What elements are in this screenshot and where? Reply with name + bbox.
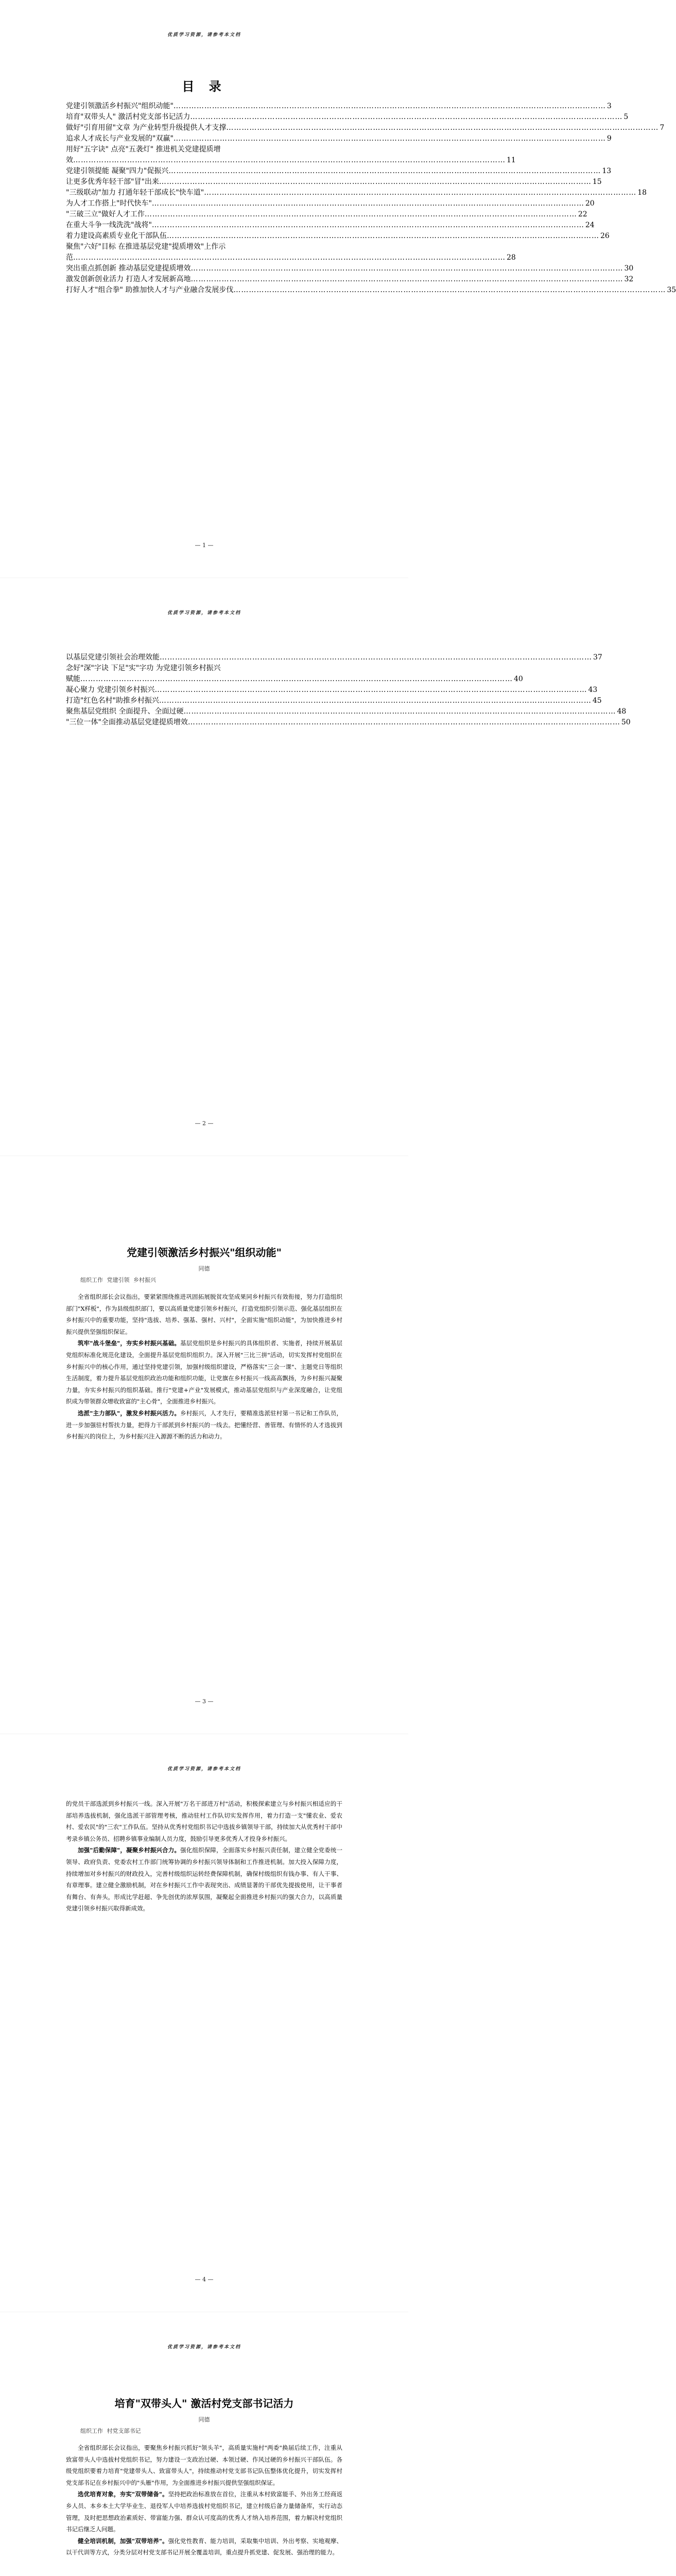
- page-number: — 3 —: [195, 1698, 214, 1705]
- page-toc-1: [0, 0, 676, 578]
- toc-entry-text: 培育"双带头人" 激活村党支部书记活力: [66, 113, 190, 121]
- toc-entry-text: "三位一体"全面推动基层党建提质增效: [66, 718, 188, 726]
- paragraph-heading: 加强"后勤保障"，凝聚乡村振兴合力。: [78, 1846, 181, 1854]
- toc-leader-dots: [154, 685, 587, 696]
- toc-leader-dots: [159, 177, 592, 188]
- toc-entry-text: 突出重点抓创新 推动基层党建提质增效: [66, 264, 191, 273]
- paragraph: [66, 2488, 342, 2535]
- article-keywords: 组织工作 党建引领 乡村振兴: [80, 1277, 156, 1283]
- toc-page-number: 28: [507, 253, 516, 262]
- paragraph-text: 坚持把政治标准放在首位，注重从本村致富能手、外出务工经商返乡人员、本乡本土大学毕业生、退役军人中培养选拔村党组织书记，建立村级后备力量储备库，实行动态管理，及时把思想政治素质好、带富能力强、群众认可度高的优秀人才纳入培养范围，着力解决村党组织书记后继乏人问题。: [66, 2490, 342, 2533]
- toc-entry-text: 聚焦基层党组织 全面提升、全面过硬: [66, 707, 184, 716]
- toc-page-number: 13: [602, 167, 612, 175]
- page-header: 优质学习资源，请参考本文档: [167, 32, 241, 38]
- toc-entry[interactable]: 用好"五字诀" 点亮"五袭灯" 推进机关党建提质增: [66, 145, 221, 154]
- page-header: 优质学习资源，请参考本文档: [167, 1767, 241, 1772]
- toc-leader-dots: [183, 706, 616, 717]
- toc-leader-dots: [188, 717, 620, 728]
- toc-entry[interactable]: [66, 123, 665, 133]
- toc-page-number: 7: [660, 124, 665, 132]
- toc-page-number: 22: [578, 210, 587, 218]
- paragraph-heading: 筑牢"战斗堡垒"，夯实乡村振兴基础。: [78, 1340, 181, 1347]
- paragraph-text: 强化组织保障，全面落实乡村振兴责任制，建立健全党委统一领导、政府负责、党委农村工作部门统筹协调的乡村振兴领导体制和工作推进机制。加大投入保障力度，持续增加对乡村振兴的财政投入，完善村级组织运转经费保障机制，确保村级组织有钱办事、有人干事、有章理事。建立健全激励机制，对在乡村振兴工作中表现突出、成绩显著的干部优先提拔使用，让干事者有舞台、有奔头，形成比学赶超、争先创优的浓厚氛围，凝聚起全面推进乡村振兴的强大合力，以高质量党建引领乡村振兴取得新成效。: [66, 1846, 343, 1912]
- toc-entry-text: 赋能: [66, 675, 80, 683]
- page-number: — 4 —: [195, 2276, 214, 2283]
- toc-page-number: 37: [593, 653, 602, 662]
- page-article-1: [0, 1156, 408, 1734]
- toc-entry-text: 打造"红色名村"助推乡村振兴: [66, 697, 159, 705]
- toc-entry-text: "三级联动"加力 打通年轻干部成长"快车道": [66, 189, 204, 197]
- toc-page-number: 18: [637, 189, 647, 197]
- toc-leader-dots: [160, 652, 592, 663]
- page-header: 优质学习资源，请参考本文档: [167, 611, 241, 616]
- toc-leader-dots: [174, 101, 606, 112]
- paragraph-text: 基层党组织是乡村振兴的具体组织者、实施者，持续开展基层党组织标准化规范化建设，全面提升基层党组织组织力。深入开展"三比三拼"活动，切实发挥村党组织在乡村振兴中的核心作用，通过坚持党建引领，加强村级组织建设，严格落实"三会一课"、主题党日等组织生活制度，着力提升基层党组织政治功能和组织功能，让党旗在乡村振兴一线高高飘扬，为乡村振兴凝聚力量，夯实乡村振兴的组织基础。推行"党建+产业"发展模式，推动基层党组织与产业深度融合，让党组织成为带领群众增收致富的"主心骨"，全面推进乡村振兴。: [66, 1340, 343, 1405]
- toc-entry-text: 效: [66, 156, 73, 164]
- toc-leader-dots: [167, 231, 599, 242]
- toc-leader-dots: [168, 166, 601, 177]
- toc-entry[interactable]: [66, 696, 602, 706]
- paragraph-text: 乡村振兴，人才先行，要精准选派驻村第一书记和工作队员，进一步加强驻村帮扶力量，把得力干部派到乡村振兴的一线去。把懂经营、善管理、有情怀的人才选拔到乡村振兴的岗位上，为乡村振兴注入源源不断的活力和动力。: [66, 1409, 343, 1440]
- toc-entry[interactable]: [66, 166, 612, 177]
- toc-leader-dots: [190, 274, 623, 285]
- toc-page-number: 40: [514, 675, 523, 683]
- toc-leader-dots: [233, 285, 666, 296]
- toc-entry[interactable]: 聚焦"六好"目标 在推进基层党建"提质增效"上作示: [66, 243, 226, 251]
- toc-entry-text: 以基层党建引领社会治理效能: [66, 653, 160, 662]
- toc-page-number: 20: [585, 199, 595, 208]
- toc-leader-dots: [145, 209, 577, 220]
- toc-entry-text: "三破三立"做好人才工作: [66, 210, 145, 218]
- toc-entry[interactable]: [66, 706, 627, 717]
- toc-page-number: 26: [600, 232, 610, 240]
- toc-entry-text: 在重大斗争一线洗洗"战将": [66, 221, 152, 229]
- toc-leader-dots: [190, 112, 622, 123]
- toc-page-number: 50: [621, 718, 631, 726]
- page-number: — 2 —: [195, 1120, 214, 1127]
- article-source: 同德: [198, 1265, 210, 1272]
- toc-leader-dots: [152, 198, 584, 209]
- toc-entry[interactable]: [66, 652, 602, 663]
- toc-page-number: 9: [606, 134, 612, 143]
- paragraph-text: 强化党性教育、能力培训，采取集中培训、外出考察、实地观摩、以干代训等方式，分类分层对村党支部书记开展全覆盖培训，重点提升抓党建、促发展、强治理的能力。: [66, 2537, 342, 2556]
- article-body: [66, 1798, 342, 2262]
- toc-entry-continuation[interactable]: [66, 252, 516, 263]
- page-header: 优质学习资源，请参考本文档: [167, 2345, 241, 2350]
- toc-entry-text: 打好人才"组合拳" 助推加快人才与产业融合发展步伐: [66, 286, 234, 294]
- toc-leader-dots: [73, 155, 506, 166]
- article-title: 党建引领激活乡村振兴"组织动能": [127, 1246, 282, 1259]
- paragraph: [66, 2535, 342, 2558]
- toc-page-number: 15: [592, 178, 602, 186]
- paragraph: 全省组织部长会议指出，要紧紧围绕推进巩固拓展脱贫攻坚成果同乡村振兴有效衔接，努力打造组织部门"X样板"，作为县级组织部门，要以高质量党建引领乡村振兴，打造党组织引领示范、强化基层组织在乡村振兴中的重要功能，坚持"选拔、培养、强基、强村、兴村"，全面实施"组织动能"，为加快推进乡村振兴提供坚强组织保证。: [66, 1293, 342, 1335]
- toc-entry-text: 党建引领提能 凝聚"四力"促振兴: [66, 167, 169, 175]
- toc-entry[interactable]: 念好"深"字诀 下足"实"字功 为党建引领乡村振兴: [66, 664, 221, 672]
- page-article-2: [0, 2312, 408, 2576]
- article-keywords: 组织工作 村党支部书记: [80, 2428, 141, 2434]
- article-body: [66, 2442, 342, 2576]
- toc-page-number: 24: [585, 221, 595, 229]
- toc-page-number: 11: [507, 156, 516, 164]
- toc-entry-text: 凝心聚力 党建引领乡村振兴: [66, 686, 155, 694]
- toc-entry[interactable]: [66, 274, 634, 285]
- toc-leader-dots: [174, 133, 606, 144]
- toc-page-number: 3: [606, 102, 612, 110]
- page-toc-2: [0, 578, 631, 1156]
- toc-entry[interactable]: [66, 101, 612, 112]
- toc-entry[interactable]: [66, 177, 602, 188]
- article-title: 培育"双带头人" 激活村党支部书记活力: [114, 2397, 294, 2410]
- toc-title: 目 录: [182, 79, 227, 94]
- toc-entry-text: 做好"引育用留"文章 为产业转型升级提供人才支撑: [66, 124, 227, 132]
- article-source: 同德: [198, 2416, 210, 2423]
- paragraph-heading: 选派"主力部队"，激发乡村振兴活力。: [78, 1409, 181, 1417]
- paragraph: 的党员干部选派到乡村振兴一线。深入开展"万名干部进万村"活动，积极探索建立与乡村振兴相适应的干部培养选拔机制，强化选派干部管理考核，推动驻村工作队切实发挥作用，着力打造一支"懂农业、爱农村、爱农民"的"三农"工作队伍。坚持从优秀村党组织书记中选拔乡镇领导干部，持续加大从优秀村干部中考录乡镇公务员、招聘乡镇事业编制人员力度，鼓励引导更多优秀人才投身乡村振兴。: [66, 1800, 342, 1842]
- toc-entry-text: 着力建设高素质专业化干部队伍: [66, 232, 167, 240]
- toc-entry[interactable]: [66, 133, 612, 144]
- toc-entry-text: 让更多优秀年轻干部"冒"出来: [66, 178, 159, 186]
- toc-entry-text: 激发创新创业活力 打造人才发展新高地: [66, 275, 191, 283]
- toc-entry[interactable]: [66, 285, 676, 296]
- toc-leader-dots: [190, 263, 623, 274]
- paragraph-heading: 健全培训机制，加强"双带培养"。: [78, 2537, 168, 2545]
- article-body: [66, 1291, 342, 1683]
- toc-leader-dots: [80, 674, 513, 685]
- toc-entry[interactable]: [66, 685, 598, 696]
- toc-entry[interactable]: [66, 188, 647, 198]
- toc-page-number: 5: [623, 113, 629, 121]
- page-article-1-cont: [0, 1734, 408, 2312]
- toc-list: [66, 101, 676, 296]
- paragraph: [66, 1337, 342, 1408]
- toc-leader-dots: [152, 220, 584, 231]
- toc-page-number: 32: [624, 275, 634, 283]
- toc-entry-continuation[interactable]: [66, 155, 516, 166]
- toc-entry[interactable]: [66, 209, 587, 220]
- toc-entry[interactable]: [66, 231, 610, 242]
- toc-leader-dots: [73, 252, 506, 263]
- toc-list: [66, 652, 631, 728]
- toc-entry-text: 为人才工作搭上"时代快车": [66, 199, 152, 208]
- toc-leader-dots: [159, 696, 592, 706]
- toc-entry[interactable]: [66, 717, 631, 728]
- paragraph: 全省组织部长会议指出，要聚焦乡村振兴抓好"领头羊"，高质量实施村"两委"换届后续工作，注重从致富带头人中选拔村党组织书记，努力建设一支政治过硬、本领过硬、作风过硬的乡村振兴干部队伍。各级党组织要着力培育"党建带头人、致富带头人"，持续推动村党支部书记队伍整体优化提升，切实发挥村党支部书记在乡村振兴中的"头雁"作用，为全面推进乡村振兴提供坚强组织保证。: [66, 2444, 342, 2486]
- paragraph: [66, 1844, 342, 1914]
- toc-entry[interactable]: [66, 263, 634, 274]
- toc-leader-dots: [226, 123, 658, 133]
- toc-entry-text: 范: [66, 253, 73, 262]
- toc-entry-text: 追求人才成长与产业发展的"双赢": [66, 134, 174, 143]
- toc-page-number: 45: [592, 697, 602, 705]
- toc-page-number: 43: [588, 686, 598, 694]
- toc-entry[interactable]: [66, 220, 595, 231]
- toc-page-number: 48: [617, 707, 627, 716]
- toc-entry[interactable]: [66, 198, 595, 209]
- toc-entry-text: 党建引领激活乡村振兴"组织动能": [66, 102, 174, 110]
- paragraph-heading: 选优培育对象，夯实"双带储备"。: [78, 2490, 168, 2498]
- paragraph: [66, 1408, 342, 1443]
- page-number: — 1 —: [195, 542, 214, 549]
- toc-leader-dots: [204, 188, 636, 198]
- toc-entry-continuation[interactable]: [66, 674, 523, 685]
- toc-entry[interactable]: [66, 112, 629, 123]
- toc-page-number: 30: [624, 264, 634, 273]
- toc-page-number: 35: [667, 286, 676, 294]
